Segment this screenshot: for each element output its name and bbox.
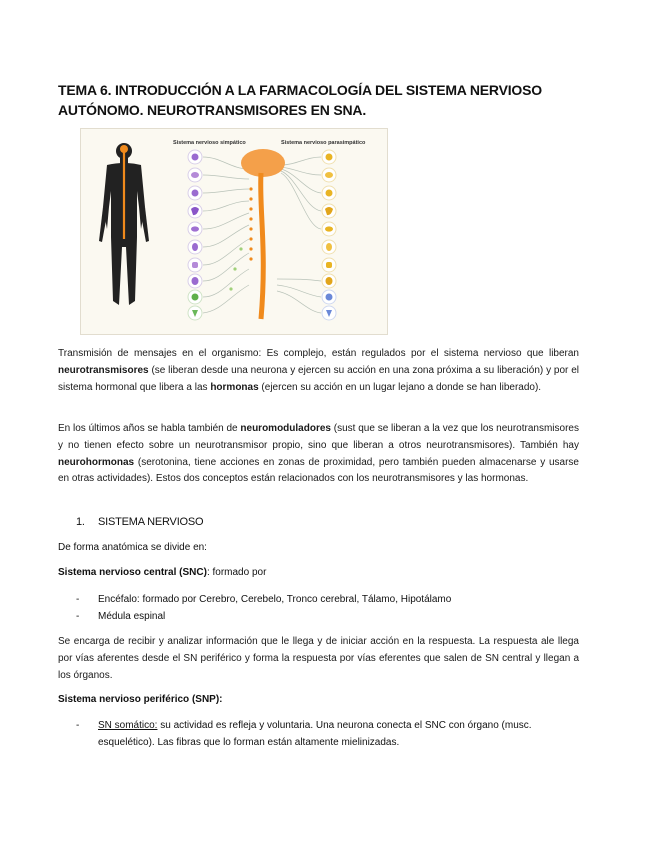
spinal-cord [261,173,264,319]
list-item: - Encéfalo: formado por Cerebro, Cerebelo, Tronco cerebral, Tálamo, Hipotálamo [76,594,452,605]
section-heading-sistema-nervioso: 1. SISTEMA NERVIOSO [76,516,204,528]
ganglia-chain [249,187,252,260]
list-item: - SN somático: su actividad es refleja y voluntaria. Una neurona conecta el SNC con órgano (musc. esquelético). Las fibras que lo forman están altamente mielinizadas. [76,720,532,748]
parasympathetic-organs [322,150,336,320]
list-item: - Médula espinal [76,611,166,622]
paragraph-neuromoduladores: En los últimos años se habla también de neuromoduladores (sust que se liberan a la vez que los neurotransmisores y no tienen efecto sobre un neurotransmisor propio, sino que liberan a otros neurotransmisores). También hay neurohormonas (serotonina, tiene acciones en zonas de proximidad, pero también pueden almacenarse y usarse en otras actividades). Estos dos conceptos están relacionados con los neurotransmisores y las hormonas. [58,423,579,485]
document-title: TEMA 6. INTRODUCCIÓN A LA FARMACOLOGÍA DEL SISTEMA NERVIOSO AUTÓNOMO. NEUROTRANSMISORES EN SNA. [58,82,542,118]
autonomic-diagram [81,129,387,334]
brain-icon [241,149,285,177]
sympathetic-organs [188,150,202,320]
paragraph-funcion-snc: Se encarga de recibir y analizar información que le llega y de iniciar acción en la respuesta. La respuesta ale llega por vías aferentes desde el SN periférico y forma la respuesta por vías eferentes que salen de SN central y llegan a los órganos. [58,636,579,681]
text-snc: Sistema nervioso central (SNC): formado por [58,567,267,578]
nervous-system-illustration [80,128,388,335]
parasympathetic-label: Sistema nervioso parasimpático [281,140,366,146]
text-forma-anatomica: De forma anatómica se divide en: [58,542,207,553]
paragraph-transmision: Transmisión de mensajes en el organismo: Es complejo, están regulados por el sistema nervioso que liberan neurotransmisores (se liberan desde una neurona y ejercen su acción en una zona próxima a su liberación) y por el sistema hormonal que libera a las hormonas (ejercen su acción en un lugar lejano a donde se han liberado). [58,348,579,393]
green-ganglia [229,247,242,290]
body-brain-icon [120,145,128,153]
sympathetic-label: Sistema nervioso simpático [173,140,246,146]
text-snp: Sistema nervioso periférico (SNP): [58,694,223,705]
